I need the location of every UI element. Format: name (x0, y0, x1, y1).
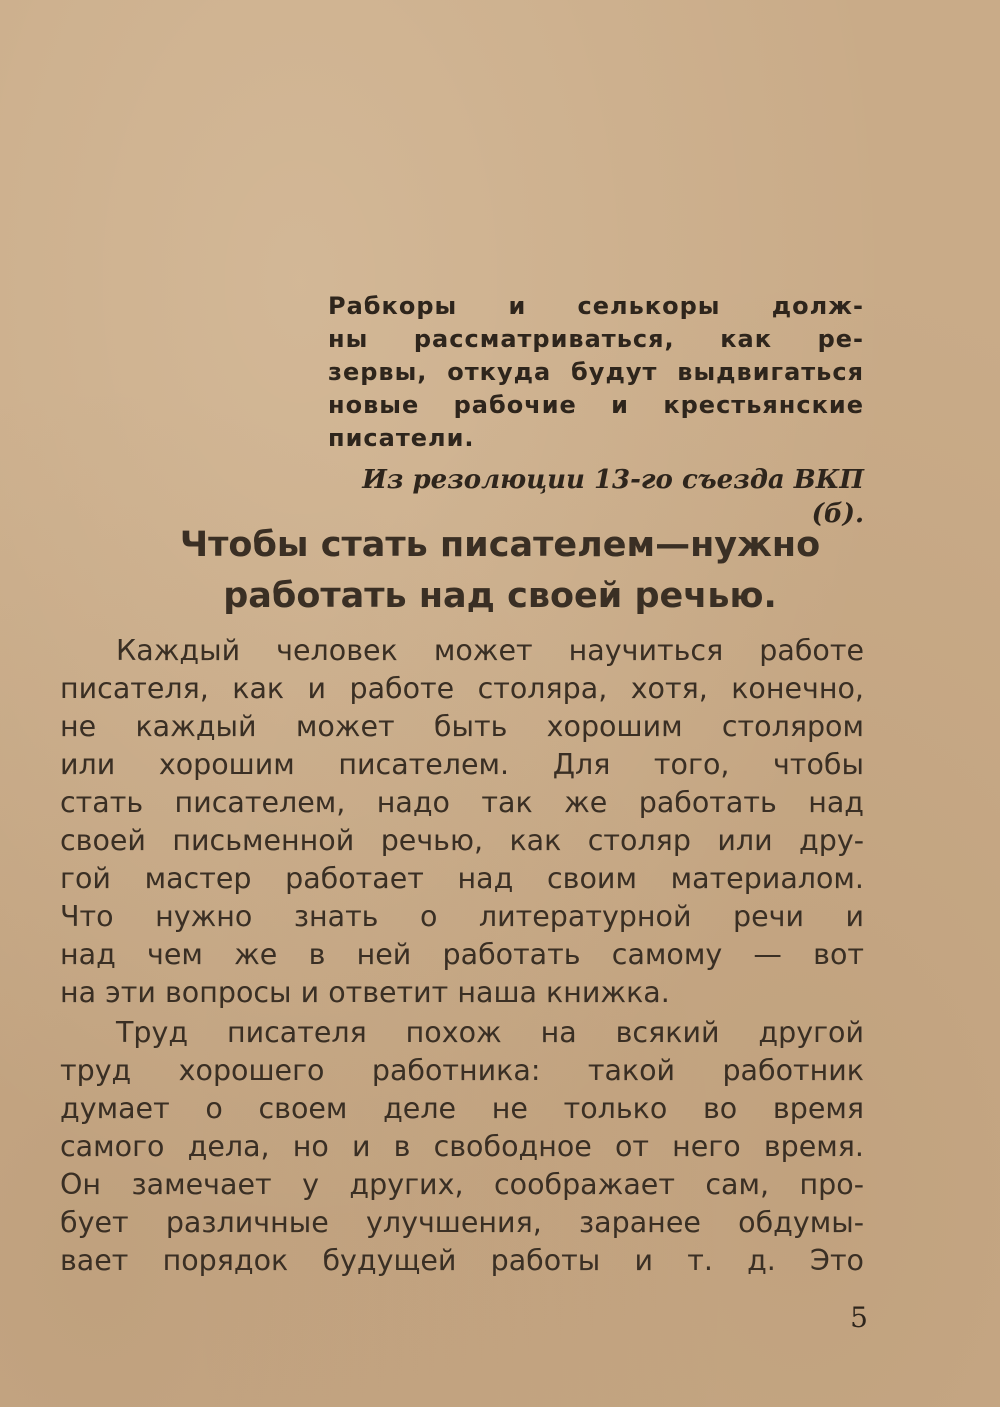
paragraph (60, 1014, 864, 1280)
text-line: труд хорошего работника: такой работник (60, 1054, 864, 1087)
text-line: не каждый может быть хорошим столяром (60, 710, 864, 743)
epigraph (328, 290, 864, 531)
text-line: на эти вопросы и ответит наша книжка. (60, 976, 670, 1009)
epigraph-text (328, 290, 864, 455)
text-line: Труд писателя похож на всякий другой (116, 1016, 864, 1049)
page-number: 5 (850, 1301, 868, 1334)
text-line: гой мастер работает над своим материалом. (60, 862, 864, 895)
epigraph-line: Рабкоры и селькоры долж- (328, 292, 864, 320)
epigraph-line: зервы, откуда будут выдвигаться (328, 358, 864, 386)
text-line: думает о своем деле не только во время (60, 1092, 864, 1125)
text-line: бует различные улучшения, заранее обдумы- (60, 1206, 864, 1239)
text-line: стать писателем, надо так же работать над (60, 786, 864, 819)
epigraph-line: ны рассматриваться, как ре- (328, 325, 864, 353)
text-line: своей письменной речью, как столяр или дру- (60, 824, 864, 857)
heading-line: Чтобы стать писателем—нужно (179, 525, 821, 565)
heading-line: работать над своей речью. (223, 576, 777, 616)
epigraph-line: новые рабочие и крестьянские (328, 391, 864, 419)
paragraph (60, 632, 864, 1012)
text-line: писателя, как и работе столяра, хотя, конечно, (60, 672, 864, 705)
body-text (60, 632, 864, 1280)
text-line: над чем же в ней работать самому — вот (60, 938, 864, 971)
chapter-heading (60, 520, 940, 622)
text-line: Что нужно знать о литературной речи и (60, 900, 864, 933)
text-line: Он замечает у других, соображает сам, про- (60, 1168, 864, 1201)
epigraph-source: Из резолюции 13-го съезда ВКП (б). (362, 465, 864, 529)
epigraph-line: писатели. (328, 424, 475, 452)
text-line: Каждый человек может научиться работе (116, 634, 864, 667)
text-line: вает порядок будущей работы и т. д. Это (60, 1244, 864, 1277)
text-line: самого дела, но и в свободное от него время. (60, 1130, 864, 1163)
text-line: или хорошим писателем. Для того, чтобы (60, 748, 864, 781)
